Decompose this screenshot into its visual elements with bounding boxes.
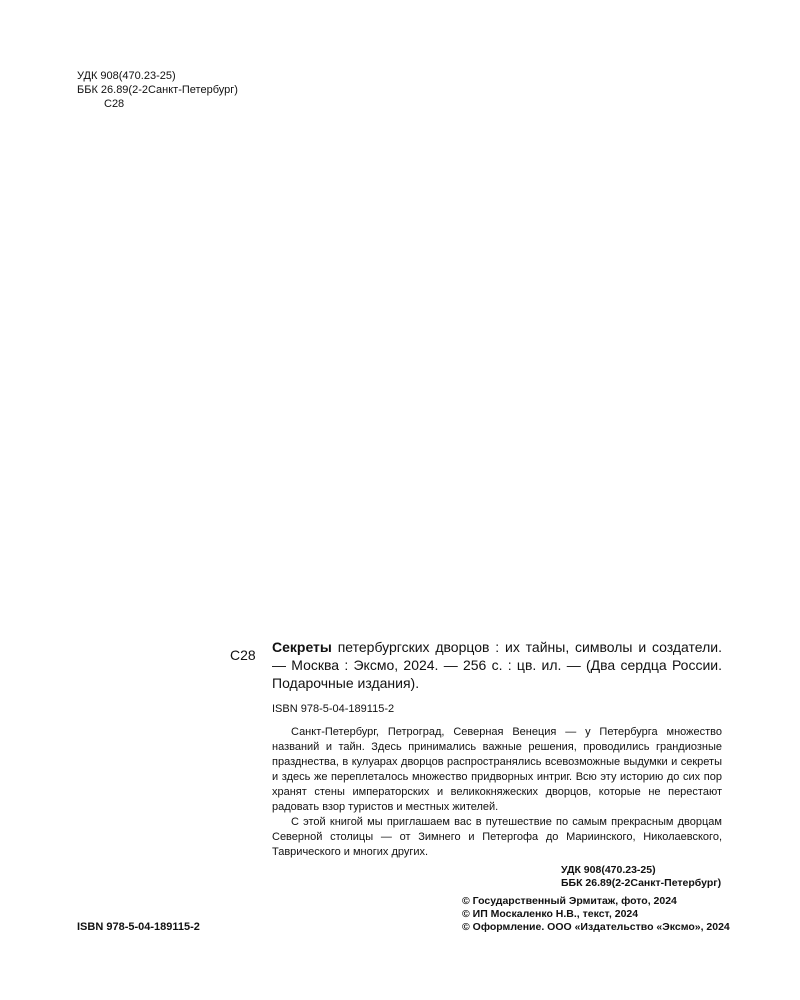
annotation	[272, 725, 722, 860]
author-cutter-code: С28	[104, 98, 125, 110]
entry-isbn: ISBN 978-5-04-189115-2	[272, 703, 395, 715]
footer-isbn: ISBN 978-5-04-189115-2	[77, 921, 200, 933]
book-title-bold: Секреты	[272, 639, 332, 655]
copyright-line-3: © Оформление. ООО «Издательство «Эксмо», 2024	[462, 921, 730, 933]
udk-code: УДК 908(470.23-25)	[77, 70, 176, 82]
copyright-line-1: © Государственный Эрмитаж, фото, 2024	[462, 895, 677, 907]
top-classification-codes	[77, 69, 238, 111]
book-description: петербургских дворцов : их тайны, символы и создатели. — Москва : Эксмо, 2024. — 256 с. : цв. ил. — (Два сердца России. Подарочные издания).	[272, 639, 722, 691]
entry-cutter-code: С28	[230, 647, 256, 663]
bbk-code: ББК 26.89(2-2Санкт-Петербург)	[77, 84, 238, 96]
main-entry	[272, 638, 722, 692]
entry-classification-codes	[272, 864, 722, 890]
annotation-paragraph-1: Санкт-Петербург, Петроград, Северная Венеция — у Петербурга множество названий и тайн. Здесь принимались важные решения, проводились грандиозные празднества, в кулуарах дворцов распространялись всевозможные выдумки и секреты и здесь же переплеталось множество придворных интриг. Всю эту историю до сих пор хранят стены императорских и великокняжеских дворцов, которые не перестают радовать взор туристов и местных жителей.	[272, 726, 722, 813]
annotation-paragraph-2: С этой книгой мы приглашаем вас в путешествие по самым прекрасным дворцам Северной столицы — от Зимнего и Петергофа до Мариинского, Николаевского, Таврического и многих других.	[272, 816, 722, 858]
entry-bbk-code: ББК 26.89(2-2Санкт-Петербург)	[561, 877, 722, 889]
copyright-line-2: © ИП Москаленко Н.В., текст, 2024	[462, 908, 639, 920]
bibliographic-entry	[272, 638, 722, 890]
entry-udk-code: УДК 908(470.23-25)	[561, 864, 656, 876]
copyright-block	[462, 895, 730, 934]
